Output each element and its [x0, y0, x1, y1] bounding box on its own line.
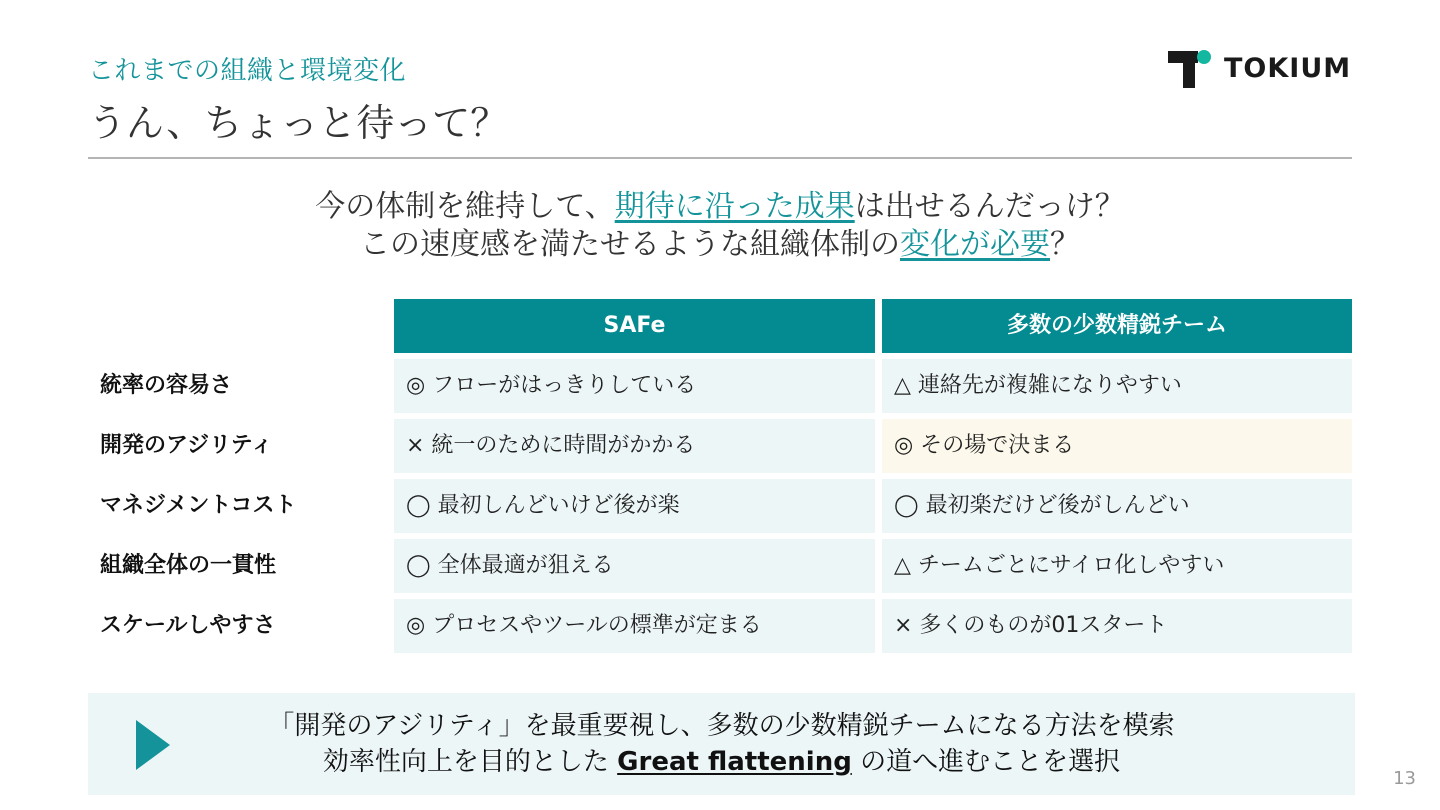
cell-small-teams: △ チームごとにサイロ化しやすい — [882, 539, 1352, 593]
row-label: 開発のアジリティ — [100, 433, 273, 458]
tokium-logo — [1168, 48, 1351, 88]
row-label: 統率の容易さ — [100, 373, 233, 398]
cell-safe: × 統一のために時間がかかる — [394, 419, 875, 473]
conclusion-line-2-pre: 効率性向上を目的とした — [322, 747, 618, 777]
row-label: 組織全体の一貫性 — [100, 553, 277, 578]
lead-highlight-results: 期待に沿った成果 — [614, 189, 855, 224]
lead-highlight-change: 変化が必要 — [900, 227, 1050, 262]
lead-line-2-pre: この速度感を満たせるような組織体制の — [360, 227, 900, 262]
conclusion-line-1: 「開発のアジリティ」を最重要視し、多数の少数精鋭チームになる方法を模索 — [268, 711, 1175, 741]
page-number: 13 — [1393, 768, 1416, 789]
logo-text: TOKIUM — [1224, 52, 1352, 84]
lead-line-1-post: は出せるんだっけ？ — [854, 189, 1125, 224]
cell-safe: ◯ 全体最適が狙える — [394, 539, 875, 593]
cell-small-teams: △ 連絡先が複雑になりやすい — [882, 359, 1352, 413]
lead-line-1-pre: 今の体制を維持して、 — [315, 189, 615, 224]
conclusion-line-2 — [88, 744, 1355, 780]
table-row — [88, 359, 1352, 413]
table-row — [88, 539, 1352, 593]
lead-line-1 — [88, 188, 1352, 226]
lead-line-2-post: ？ — [1050, 227, 1080, 262]
great-flattening-emphasis: Great flattening — [617, 747, 852, 777]
table-row — [88, 479, 1352, 533]
column-header-safe: SAFe — [394, 299, 875, 353]
conclusion-line-2-post: の道へ進むことを選択 — [851, 747, 1121, 777]
cell-small-teams-highlighted: ◎ その場で決まる — [882, 419, 1352, 473]
comparison-table-header — [88, 299, 1352, 353]
row-label: マネジメントコスト — [100, 493, 297, 518]
conclusion-text — [88, 708, 1355, 780]
cell-safe: ◯ 最初しんどいけど後が楽 — [394, 479, 875, 533]
page-title: うん、ちょっと待って？ — [88, 101, 509, 145]
lead-question — [88, 188, 1352, 264]
column-header-small-teams: 多数の少数精鋭チーム — [882, 299, 1352, 353]
table-row — [88, 599, 1352, 653]
cell-small-teams: × 多くのものが01スタート — [882, 599, 1352, 653]
cell-small-teams: ◯ 最初楽だけど後がしんどい — [882, 479, 1352, 533]
tokium-logo-icon — [1168, 48, 1212, 88]
table-row — [88, 419, 1352, 473]
cell-safe: ◎ フローがはっきりしている — [394, 359, 875, 413]
cell-safe: ◎ プロセスやツールの標準が定まる — [394, 599, 875, 653]
row-label: スケールしやすさ — [100, 613, 276, 638]
header-divider — [88, 157, 1352, 159]
lead-line-2 — [88, 226, 1352, 264]
section-label: これまでの組織と環境変化 — [88, 56, 407, 86]
conclusion-box — [88, 693, 1355, 795]
